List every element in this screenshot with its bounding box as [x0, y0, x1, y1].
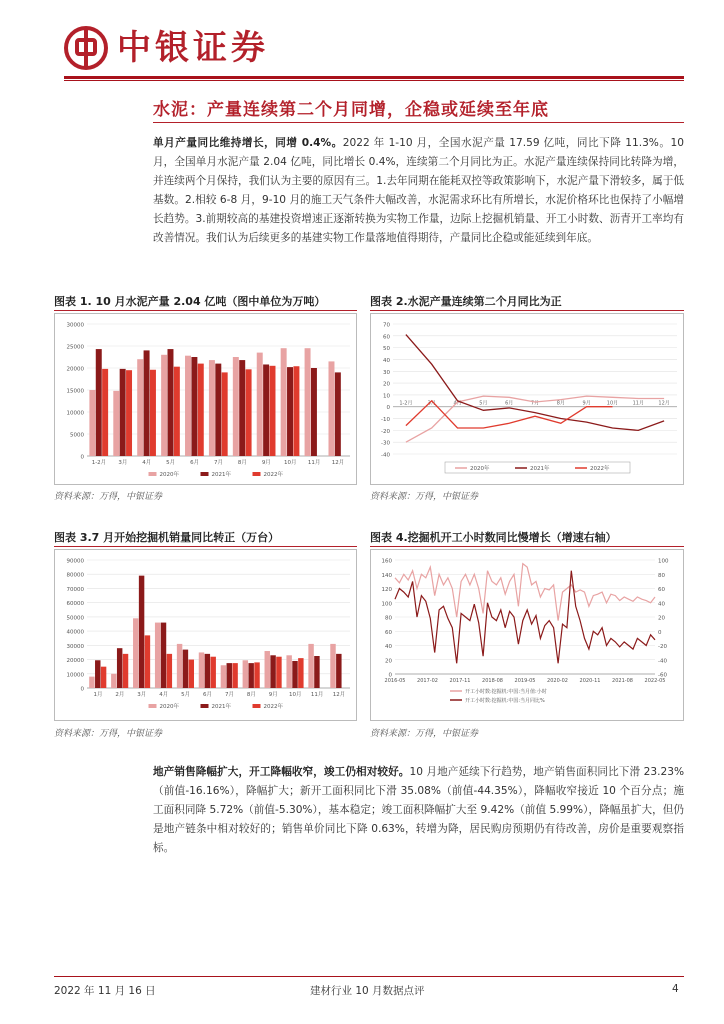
bar [292, 661, 297, 688]
fig3-chart [54, 549, 357, 721]
brand-name: 中银证券 [117, 28, 269, 68]
bar [102, 369, 108, 456]
bar [120, 369, 126, 456]
y-tick-label: 30 [383, 369, 390, 376]
x-tick-label: 6月 [203, 692, 213, 698]
bar [281, 348, 287, 456]
x-tick-label: 1月 [93, 692, 103, 698]
x-tick-label: 2020-11 [579, 678, 601, 684]
y-tick-label: 30000 [66, 643, 84, 650]
fig1-chart [54, 313, 357, 485]
bar [243, 660, 248, 688]
y-tick-label: 0 [386, 405, 390, 412]
bar [161, 623, 166, 688]
x-tick-label: 11月 [310, 692, 324, 698]
bar [328, 361, 334, 456]
right-y-tick-label: 0 [658, 629, 662, 636]
paragraph-body: 2022 年 1-10 月，全国水泥产量 17.59 亿吨，同比下降 11.3%。10 月，全国单月水泥产量 2.04 亿吨，同比增长 0.4%，连续第二个月同比为正。水泥产量连续保持同比转降为增，并连续两个月保持，我们认为主要的原因有三。1.去年同期在能耗双控等政策影响下，水泥产量下滑较多，属于低基数。2.相较 6-8 月，9-10 月的施工天气条件大幅改善，水泥需求环比有所增长，水泥价格环比也保持了小幅增长趋势。3.前期较高的基建投资增速正逐渐转换为实物工作量，边际上挖掘机销量、开工小时数、沥青开工率均有改善情况。我们认为后续更多的基建实物工作量落地值得期待，产量同比企稳或能延续到年底。 [153, 137, 684, 244]
fig2-chart [370, 313, 684, 485]
right-y-tick-label: 20 [658, 615, 665, 622]
y-tick-label: 50000 [66, 615, 84, 622]
y-tick-label: -40 [381, 452, 390, 459]
y-tick-label: 20000 [66, 658, 84, 665]
y-tick-label: -20 [381, 428, 390, 435]
bar [205, 654, 210, 688]
fig1-title: 图表 1. 10 月水泥产量 2.04 亿吨（图中单位为万吨） [54, 295, 326, 308]
x-tick-label: 12月 [658, 400, 670, 407]
bar [210, 657, 215, 688]
bar [117, 648, 122, 688]
fig4-source: 资料来源：万得，中银证券 [370, 729, 479, 739]
bank-of-china-logo [64, 26, 108, 70]
bar [270, 655, 275, 688]
x-tick-label: 12月 [331, 460, 345, 466]
x-tick-label: 3月 [118, 460, 128, 466]
y-tick-label: 60000 [66, 601, 84, 608]
bar [233, 357, 239, 456]
bar [113, 391, 119, 456]
y-tick-label: 10000 [66, 410, 84, 417]
paragraph-lead: 单月产量同比维持增长，同增 0.4%。 [153, 137, 343, 149]
bar [126, 370, 132, 456]
header-rule [64, 76, 684, 79]
y-tick-label: 40 [383, 357, 390, 364]
legend-swatch [149, 472, 157, 476]
bar [222, 372, 228, 456]
x-tick-label: 10月 [606, 400, 619, 407]
left-y-tick-label: 40 [385, 644, 392, 650]
bar [177, 644, 182, 688]
y-tick-label: 70 [383, 322, 390, 329]
left-y-tick-label: 0 [388, 672, 392, 679]
bar [89, 390, 95, 456]
y-tick-label: 25000 [66, 344, 84, 351]
bar [270, 366, 276, 456]
x-tick-label: 2016-05 [384, 678, 406, 684]
right-y-tick-label: 60 [658, 587, 665, 593]
series-line [395, 564, 655, 621]
legend-label: 2022年 [263, 472, 283, 478]
bar [95, 660, 100, 688]
legend-swatch [253, 472, 261, 476]
bar [311, 368, 317, 456]
section-title: 水泥：产量连续第二个月同增，企稳或延续至年底 [153, 100, 549, 120]
legend-label: 2022年 [263, 704, 283, 710]
legend-label: 2022年 [590, 466, 610, 472]
x-tick-label: 7月 [214, 460, 223, 466]
x-tick-label: 7月 [224, 692, 234, 698]
x-tick-label: 5月 [181, 692, 191, 698]
legend-swatch [201, 472, 209, 476]
bar [155, 623, 160, 688]
y-tick-label: 5000 [70, 432, 84, 439]
legend-label: 开工小时数:挖掘机:中国:当月值:小时 [465, 689, 547, 695]
bar [221, 665, 226, 688]
legend-label: 2021年 [211, 704, 231, 710]
left-y-tick-label: 60 [385, 629, 392, 636]
bar [227, 663, 232, 688]
y-tick-label: 50 [383, 346, 390, 353]
left-y-tick-label: 100 [381, 601, 392, 608]
bar [265, 651, 270, 688]
bar [189, 660, 194, 688]
section-title-underline [153, 122, 684, 123]
y-tick-label: 40000 [66, 629, 84, 636]
paragraph-cement [153, 134, 684, 248]
y-tick-label: 90000 [66, 558, 84, 565]
paragraph-lead: 地产销售降幅扩大，开工降幅收窄，竣工仍相对较好。 [153, 766, 410, 778]
bar [89, 677, 94, 688]
y-tick-label: 60 [383, 334, 390, 341]
fig3-title: 图表 3.7 月开始挖掘机销量同比转正（万台） [54, 531, 280, 544]
x-tick-label: 9月 [582, 400, 591, 407]
bar [293, 366, 299, 456]
x-tick-label: 5月 [479, 400, 488, 407]
x-tick-label: 8月 [237, 460, 247, 466]
legend-swatch [253, 704, 261, 708]
footer-rule [54, 976, 684, 977]
bar [287, 367, 293, 456]
footer-title: 建材行业 10 月数据点评 [310, 985, 425, 997]
right-y-tick-label: 40 [658, 601, 665, 608]
bar [232, 663, 237, 688]
left-y-tick-label: 160 [381, 558, 392, 565]
bar [185, 356, 191, 456]
x-tick-label: 3月 [137, 692, 147, 698]
bar [199, 652, 204, 688]
x-tick-label: 2017-02 [417, 678, 438, 684]
bar [198, 364, 204, 456]
bar [191, 357, 197, 456]
bar [209, 360, 215, 456]
x-tick-label: 8月 [556, 400, 565, 407]
footer-date: 2022 年 11 月 16 日 [54, 985, 156, 997]
x-tick-label: 7月 [530, 400, 540, 407]
x-tick-label: 9月 [261, 460, 271, 466]
bar [336, 654, 341, 688]
left-y-tick-label: 120 [381, 587, 392, 593]
x-tick-label: 10月 [283, 460, 297, 466]
fig1-source: 资料来源：万得，中银证券 [54, 492, 163, 502]
bar [314, 656, 319, 688]
fig4-title: 图表 4.挖掘机开工小时数同比慢增长（增速右轴） [370, 531, 617, 544]
right-y-tick-label: -60 [658, 672, 667, 679]
right-y-tick-label: 100 [658, 558, 669, 565]
fig3-title-rule [54, 546, 357, 547]
bar [330, 644, 335, 688]
bar [96, 349, 102, 456]
bar [215, 364, 221, 456]
y-tick-label: -30 [381, 440, 390, 447]
x-tick-label: 5月 [166, 460, 176, 466]
legend-label: 开工小时数:挖掘机:中国:当月同比% [465, 698, 545, 704]
bar [263, 364, 269, 456]
paragraph-body: 10 月地产延续下行趋势，地产销售面积同比下滑 23.23%（前值-16.16%），降幅扩大；新开工面积同比下滑 35.08%（前值-44.35%），降幅收窄接近 10 个百分点；施工面积同降 5.72%（前值-5.30%），基本稳定；竣工面积降幅扩大至 9.42%（前值 5.99%），降幅虽扩大，但仍是地产链条中相对较好的；销售单价同比下降 0.63%，转增为降，居民购房预期仍有待改善，房价是重要观察指标。 [153, 766, 685, 854]
fig1-title-rule [54, 310, 357, 311]
x-tick-label: 2017-11 [449, 678, 471, 684]
bar [133, 618, 138, 688]
paragraph-property [153, 763, 684, 858]
right-y-tick-label: -20 [658, 644, 667, 650]
bar [257, 353, 263, 456]
bar [123, 654, 128, 688]
bar [276, 657, 281, 688]
right-y-tick-label: -40 [658, 658, 667, 665]
fig2-source: 资料来源：万得，中银证券 [370, 492, 479, 502]
fig3-source: 资料来源：万得，中银证券 [54, 729, 163, 739]
bar [246, 369, 252, 456]
left-y-tick-label: 140 [381, 572, 392, 579]
x-tick-label: 11月 [307, 460, 321, 466]
bar [298, 658, 303, 688]
bar [139, 576, 144, 688]
legend-label: 2020年 [159, 472, 179, 478]
x-tick-label: 4月 [142, 460, 152, 466]
x-tick-label: 12月 [332, 692, 346, 698]
y-tick-label: 30000 [66, 322, 84, 329]
x-tick-label: 8月 [246, 692, 256, 698]
fig4-title-rule [370, 546, 684, 547]
x-tick-label: 10月 [288, 692, 302, 698]
bar [161, 355, 167, 456]
legend-label: 2021年 [211, 472, 231, 478]
y-tick-label: 10000 [66, 672, 84, 679]
legend-label: 2020年 [470, 466, 490, 472]
x-tick-label: 2019-05 [514, 678, 536, 684]
bar [101, 667, 106, 688]
y-tick-label: 20 [383, 381, 390, 388]
y-tick-label: 70000 [66, 586, 84, 593]
y-tick-label: 0 [80, 454, 84, 461]
bar [150, 370, 156, 456]
x-tick-label: 11月 [632, 400, 644, 407]
y-tick-label: -10 [381, 417, 390, 424]
x-tick-label: 2020-02 [547, 678, 568, 684]
x-tick-label: 6月 [505, 400, 514, 407]
fig2-title: 图表 2.水泥产量连续第二个月同比为正 [370, 295, 562, 308]
bar [137, 359, 143, 456]
x-tick-label: 3月 [427, 400, 436, 407]
x-tick-label: 6月 [190, 460, 200, 466]
left-y-tick-label: 80 [385, 615, 392, 622]
y-tick-label: 20000 [66, 366, 84, 373]
fig2-title-rule [370, 310, 684, 311]
bar [144, 350, 150, 456]
right-y-tick-label: 80 [658, 572, 665, 579]
x-tick-label: 2021-08 [612, 678, 633, 684]
x-tick-label: 2月 [115, 692, 125, 698]
bar [286, 655, 291, 688]
bar [248, 663, 253, 688]
header-rule-thin [64, 80, 684, 81]
bar [167, 349, 173, 456]
legend-swatch [201, 704, 209, 708]
left-y-tick-label: 20 [385, 658, 392, 665]
x-tick-label: 1-2月 [91, 460, 107, 466]
bar [111, 674, 116, 688]
y-tick-label: 15000 [66, 388, 84, 395]
bar [183, 650, 188, 688]
x-tick-label: 2022-05 [644, 678, 666, 684]
bar [239, 360, 245, 456]
bar [145, 635, 150, 688]
bar [167, 654, 172, 688]
y-tick-label: 80000 [66, 572, 84, 579]
legend-label: 2021年 [530, 466, 550, 472]
x-tick-label: 4月 [453, 400, 462, 407]
x-tick-label: 4月 [159, 692, 169, 698]
bar [335, 372, 341, 456]
page-number: 4 [672, 983, 679, 995]
bar [308, 644, 313, 688]
bar [254, 662, 259, 688]
bar [305, 348, 311, 456]
x-tick-label: 1-2月 [399, 400, 413, 407]
x-tick-label: 9月 [268, 692, 278, 698]
fig4-chart [370, 549, 684, 721]
y-tick-label: 0 [80, 686, 84, 693]
bar [174, 367, 180, 456]
legend-swatch [149, 704, 157, 708]
legend-label: 2020年 [159, 704, 179, 710]
y-tick-label: 10 [383, 393, 390, 400]
x-tick-label: 2018-08 [482, 678, 503, 684]
